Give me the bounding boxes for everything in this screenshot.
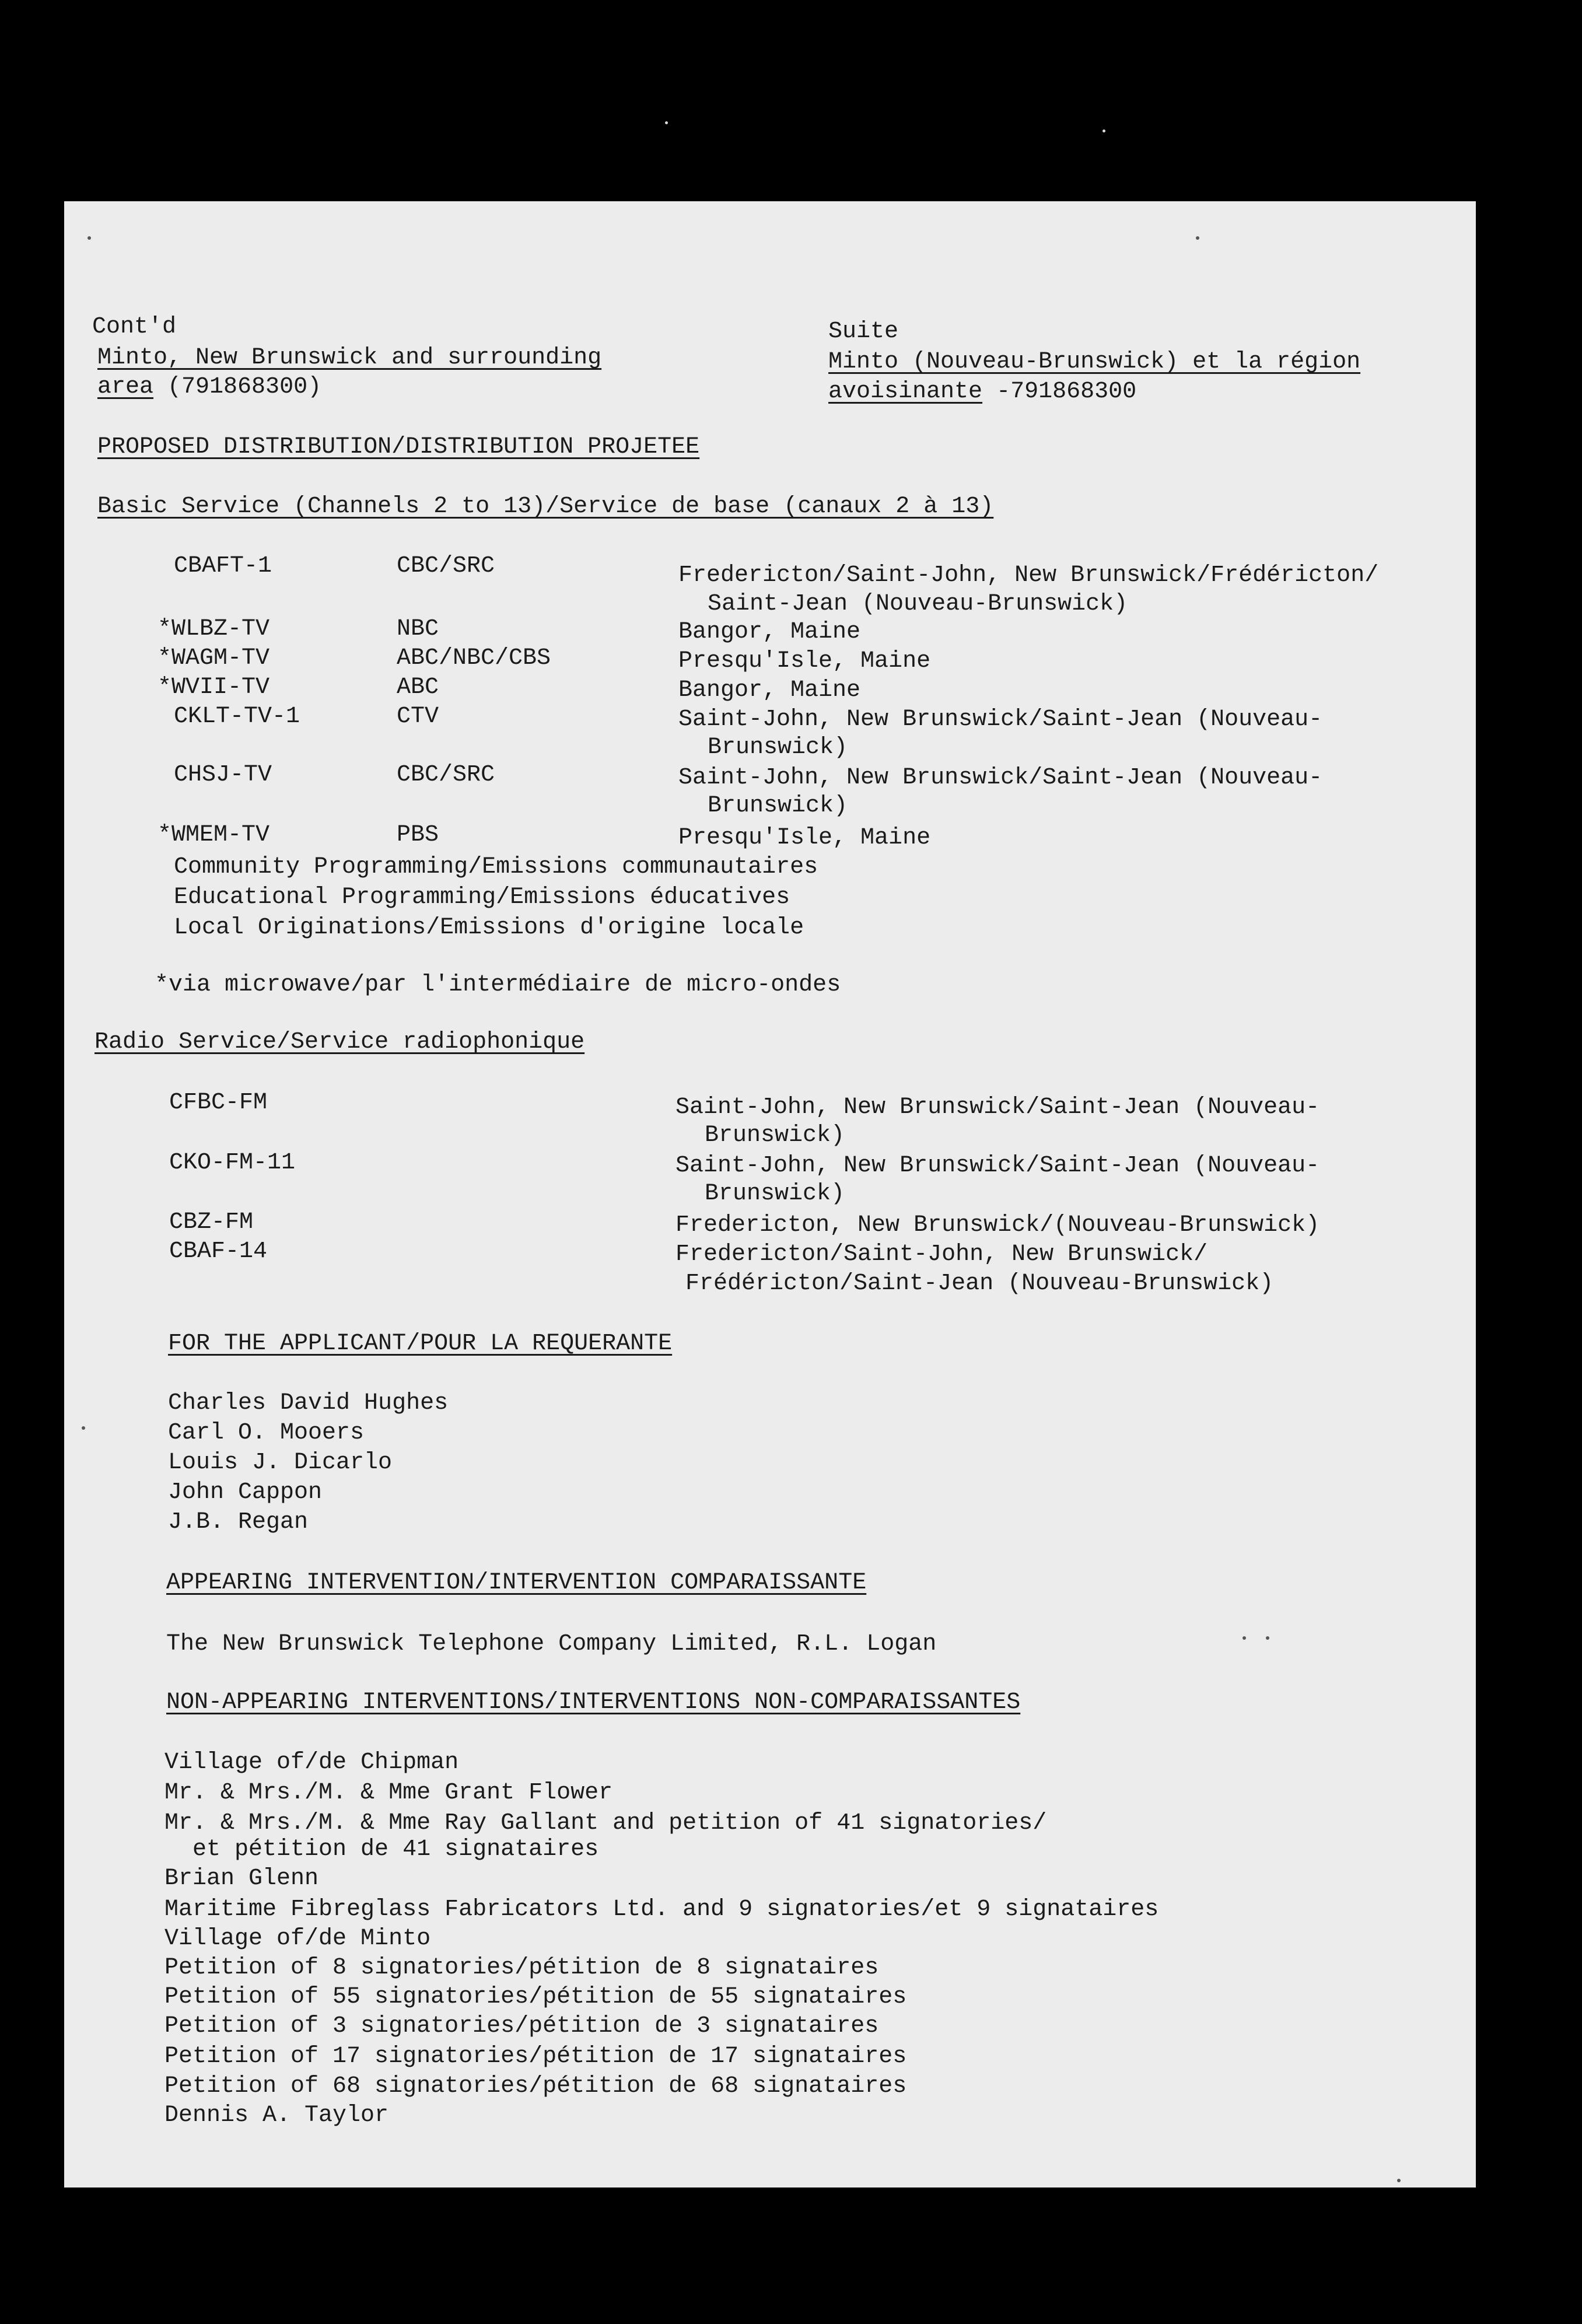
file-number-fr: -791868300 — [996, 379, 1137, 405]
radio-call: CKO-FM-11 — [169, 1150, 296, 1176]
programming-local: Local Originations/Emissions d'origine locale — [174, 915, 804, 941]
proposed-distribution-heading: PROPOSED DISTRIBUTION/DISTRIBUTION PROJETEE — [97, 434, 700, 460]
place-title-en-line2 — [97, 373, 321, 401]
contd-label: Cont'd — [92, 314, 177, 340]
intervener-line: Petition of 68 signatories/pétition de 68 signataires — [164, 2073, 907, 2099]
station-call: *WAGM-TV — [158, 645, 270, 671]
basic-service-heading: Basic Service (Channels 2 to 13)/Service de base (canaux 2 à 13) — [97, 494, 994, 520]
film-speck — [1102, 130, 1105, 132]
applicant-name: Charles David Hughes — [168, 1390, 449, 1416]
radio-location: Saint-John, New Brunswick/Saint-Jean (Nouveau- — [676, 1094, 1320, 1121]
film-speck — [82, 1426, 85, 1430]
file-number-en: (791868300) — [167, 374, 322, 400]
station-location: Saint-John, New Brunswick/Saint-Jean (Nouveau- — [678, 706, 1323, 733]
station-network: CBC/SRC — [397, 553, 495, 579]
applicant-name: J.B. Regan — [168, 1509, 309, 1535]
intervener-line: Maritime Fibreglass Fabricators Ltd. and 9 signatories/et 9 signataires — [164, 1896, 1159, 1923]
station-location: Fredericton/Saint-John, New Brunswick/Frédéricton/ — [678, 562, 1379, 589]
station-location-cont: Brunswick) — [708, 734, 848, 761]
film-speck — [1266, 1636, 1269, 1640]
microwave-footnote: *via microwave/par l'intermédiaire de micro-ondes — [155, 972, 841, 998]
station-network: PBS — [397, 822, 439, 848]
radio-location: Saint-John, New Brunswick/Saint-Jean (Nouveau- — [676, 1153, 1320, 1179]
applicant-heading: FOR THE APPLICANT/POUR LA REQUERANTE — [168, 1331, 673, 1357]
radio-call: CBZ-FM — [169, 1209, 254, 1236]
document-page — [64, 201, 1476, 2188]
intervener-line: Mr. & Mrs./M. & Mme Grant Flower — [164, 1780, 613, 1806]
suite-label: Suite — [828, 318, 899, 345]
intervener-line: et pétition de 41 signataires — [164, 1836, 599, 1863]
radio-location: Fredericton, New Brunswick/(Nouveau-Brunswick) — [676, 1212, 1320, 1238]
applicant-name: Carl O. Mooers — [168, 1420, 365, 1446]
station-network: ABC/NBC/CBS — [397, 645, 551, 671]
station-network: ABC — [397, 674, 439, 701]
avoisinante-word: avoisinante — [828, 379, 983, 405]
station-location: Saint-John, New Brunswick/Saint-Jean (Nouveau- — [678, 765, 1323, 791]
programming-educational: Educational Programming/Emissions éducatives — [174, 884, 790, 911]
applicant-name: John Cappon — [168, 1479, 323, 1506]
station-call: *WVII-TV — [158, 674, 270, 701]
station-network: NBC — [397, 616, 439, 642]
radio-location-cont: Brunswick) — [705, 1181, 845, 1207]
station-location-cont: Brunswick) — [708, 793, 848, 819]
appearing-heading: APPEARING INTERVENTION/INTERVENTION COMPARAISSANTE — [166, 1570, 867, 1596]
intervener-line: Village of/de Chipman — [164, 1749, 459, 1776]
intervener-line: Mr. & Mrs./M. & Mme Ray Gallant and petition of 41 signatories/ — [164, 1810, 1047, 1836]
film-speck — [665, 121, 668, 124]
station-call: *WMEM-TV — [158, 822, 270, 848]
radio-call: CFBC-FM — [169, 1090, 268, 1116]
radio-service-heading: Radio Service/Service radiophonique — [94, 1029, 585, 1055]
intervener-line: Petition of 3 signatories/pétition de 3 signataires — [164, 2013, 879, 2039]
applicant-name: Louis J. Dicarlo — [168, 1450, 393, 1476]
station-call: CBAFT-1 — [174, 553, 272, 579]
station-location: Presqu'Isle, Maine — [678, 648, 931, 674]
station-location: Bangor, Maine — [678, 677, 861, 704]
station-location-cont: Saint-Jean (Nouveau-Brunswick) — [708, 591, 1128, 617]
radio-call: CBAF-14 — [169, 1238, 268, 1265]
station-location: Presqu'Isle, Maine — [678, 825, 931, 851]
station-location: Bangor, Maine — [678, 619, 861, 645]
intervener-line: Petition of 55 signatories/pétition de 55 signataires — [164, 1984, 907, 2010]
intervener-line: Petition of 8 signatories/pétition de 8 signataires — [164, 1955, 879, 1981]
place-title-fr: Minto (Nouveau-Brunswick) et la région — [828, 349, 1361, 375]
radio-location: Fredericton/Saint-John, New Brunswick/ — [676, 1241, 1208, 1268]
station-call: *WLBZ-TV — [158, 616, 270, 642]
film-speck — [1196, 236, 1199, 240]
station-network: CTV — [397, 704, 439, 730]
place-title-en: Minto, New Brunswick and surrounding — [97, 345, 602, 371]
intervener-line: Petition of 17 signatories/pétition de 17 signataires — [164, 2043, 907, 2070]
station-call: CKLT-TV-1 — [174, 704, 300, 730]
film-speck — [88, 236, 91, 240]
place-title-fr-line2 — [828, 378, 1136, 406]
programming-community: Community Programming/Emissions communautaires — [174, 854, 818, 880]
intervener-line: Dennis A. Taylor — [164, 2102, 389, 2129]
non-appearing-heading: NON-APPEARING INTERVENTIONS/INTERVENTIONS NON-COMPARAISSANTES — [166, 1689, 1021, 1716]
intervener-line: Brian Glenn — [164, 1866, 319, 1892]
film-speck — [1242, 1636, 1246, 1640]
area-word: area — [97, 374, 154, 400]
intervener-line: Village of/de Minto — [164, 1926, 431, 1952]
station-call: CHSJ-TV — [174, 762, 272, 788]
radio-location-cont: Brunswick) — [705, 1122, 845, 1149]
station-network: CBC/SRC — [397, 762, 495, 788]
appearing-intervener: The New Brunswick Telephone Company Limited, R.L. Logan — [166, 1631, 937, 1657]
film-speck — [1397, 2179, 1401, 2182]
radio-location-cont: Frédéricton/Saint-Jean (Nouveau-Brunswick) — [685, 1270, 1274, 1297]
